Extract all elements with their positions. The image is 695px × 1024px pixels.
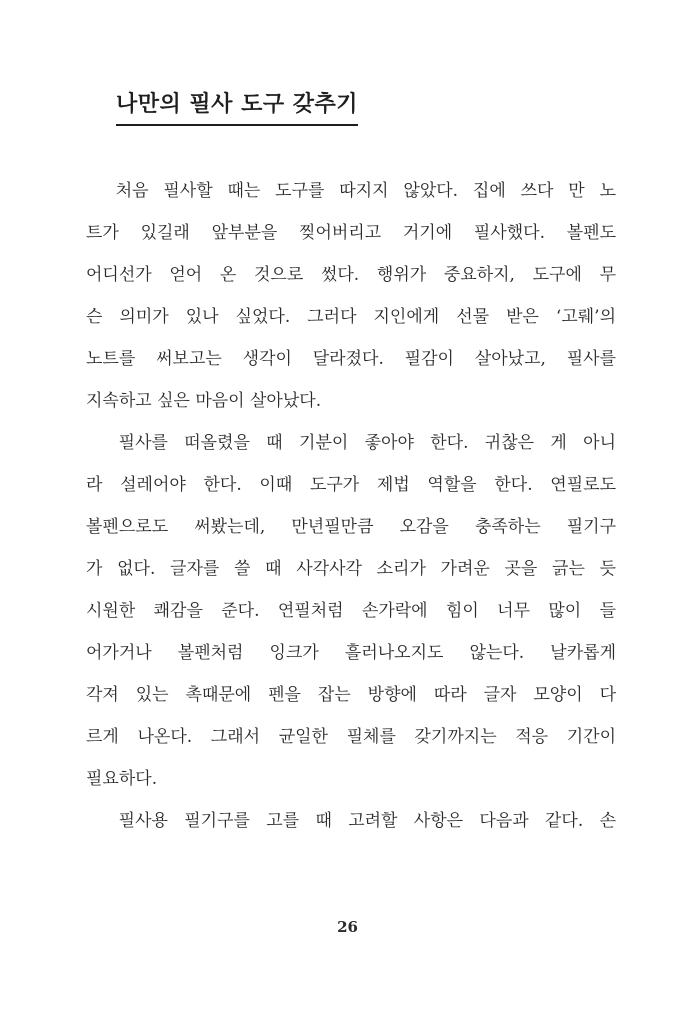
text-line: 시원한 쾌감을 준다. 연필처럼 손가락에 힘이 너무 많이 들 (86, 601, 616, 621)
text-line: 볼펜으로도 써봤는데, 만년필만큼 오감을 충족하는 필기구 (86, 517, 616, 537)
page-number: 26 (337, 918, 358, 936)
text-line: 각져 있는 촉때문에 펜을 잡는 방향에 따라 글자 모양이 다 (86, 685, 616, 705)
text-line: 필요하다. (86, 769, 158, 789)
text-line: 르게 나온다. 그래서 균일한 필체를 갖기까지는 적응 기간이 (86, 727, 616, 747)
text-line: 슨 의미가 있나 싶었다. 그러다 지인에게 선물 받은 ‘고뤠’의 (86, 307, 616, 327)
text-line: 필사를 떠올렸을 때 기분이 좋아야 한다. 귀찮은 게 아니 (86, 433, 616, 453)
text-line: 처음 필사할 때는 도구를 따지지 않았다. 집에 쓰다 만 노 (86, 181, 616, 201)
text-line: 어가거나 볼펜처럼 잉크가 흘러나오지도 않는다. 날카롭게 (86, 643, 616, 663)
text-line: 어디선가 얻어 온 것으로 썼다. 행위가 중요하지, 도구에 무 (86, 265, 616, 285)
body-text (86, 170, 616, 842)
text-line: 필사용 필기구를 고를 때 고려할 사항은 다음과 같다. 손 (86, 811, 616, 831)
text-line: 라 설레어야 한다. 이때 도구가 제법 역할을 한다. 연필로도 (86, 475, 616, 495)
text-line: 지속하고 싶은 마음이 살아났다. (86, 391, 322, 411)
section-title: 나만의 필사 도구 갖추기 (116, 92, 358, 126)
text-line: 가 없다. 글자를 쓸 때 사각사각 소리가 가려운 곳을 긁는 듯 (86, 559, 616, 579)
text-line: 노트를 써보고는 생각이 달라졌다. 필감이 살아났고, 필사를 (86, 349, 616, 369)
text-line: 트가 있길래 앞부분을 찢어버리고 거기에 필사했다. 볼펜도 (86, 223, 616, 243)
